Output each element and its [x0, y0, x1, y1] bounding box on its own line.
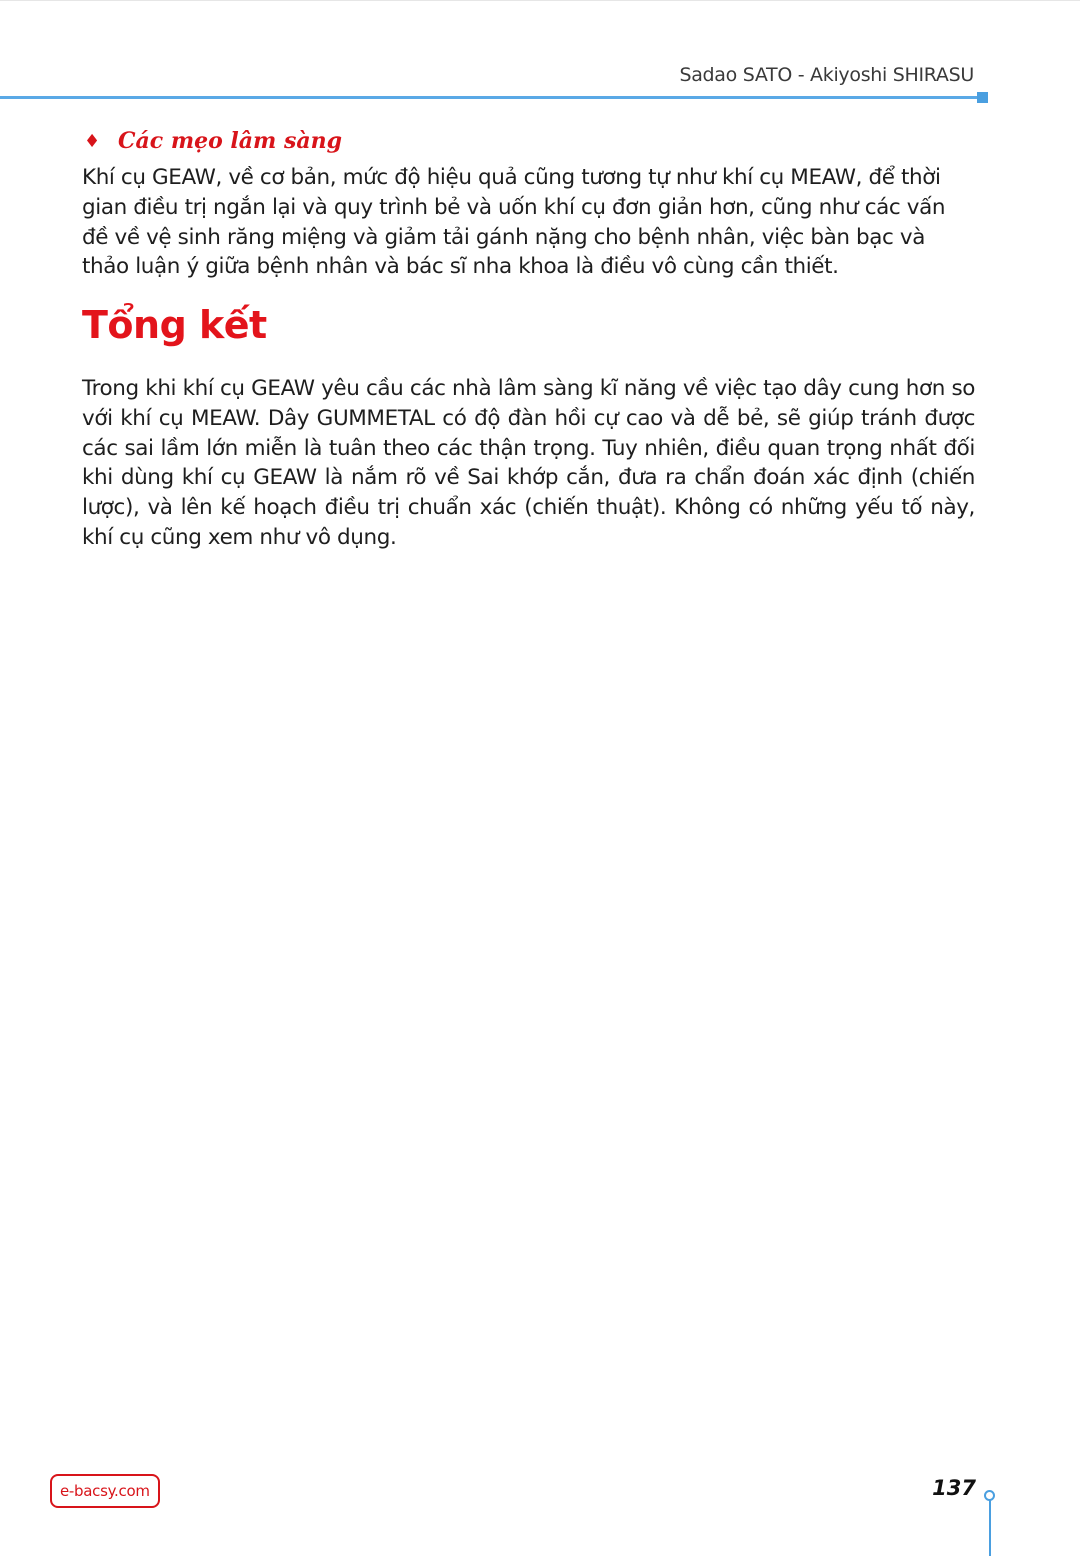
summary-paragraph: Trong khi khí cụ GEAW yêu cầu các nhà lâm sàng kĩ năng về việc tạo dây cung hơn so với khí cụ MEAW. Dây GUMMETAL có độ đàn hồi cự cao và dễ bẻ, sẽ giúp tránh được các sai lầm lớn miễn là tuân theo các thận trọng. Tuy nhiên, điều quan trọng nhất đối khi dùng khí cụ GEAW là nắm rõ về Sai khớp cắn, đưa ra chẩn đoán xác định (chiến lược), và lên kế hoạch điều trị chuẩn xác (chiến thuật). Không có những yếu tố này, khí cụ cũng xem như vô dụng. [82, 376, 975, 550]
clinical-tips-paragraph: Khí cụ GEAW, về cơ bản, mức độ hiệu quả cũng tương tự như khí cụ MEAW, để thời gian điều trị ngắn lại và quy trình bẻ và uốn khí cụ đơn giản hơn, cũng như các vấn đề về vệ sinh răng miệng và giảm tải gánh nặng cho bệnh nhân, việc bàn bạc và thảo luận ý giữa bệnh nhân và bác sĩ nha khoa là điều vô cùng cần thiết. [82, 165, 946, 280]
clinical-tips-title: Các mẹo lâm sàng [118, 128, 342, 154]
running-header-authors: Sadao SATO - Akiyoshi SHIRASU [679, 64, 974, 86]
header-rule [0, 96, 980, 99]
summary-section-title: Tổng kết [82, 303, 267, 347]
site-badge: e-bacsy.com [50, 1474, 160, 1508]
footer-vertical-line [989, 1500, 991, 1556]
page-number: 137 [932, 1476, 976, 1500]
diamond-bullet-icon: ♦ [84, 130, 101, 152]
header-rule-end-square [977, 92, 988, 103]
page-top-border [0, 0, 1080, 1]
clinical-tips-heading [84, 128, 342, 154]
